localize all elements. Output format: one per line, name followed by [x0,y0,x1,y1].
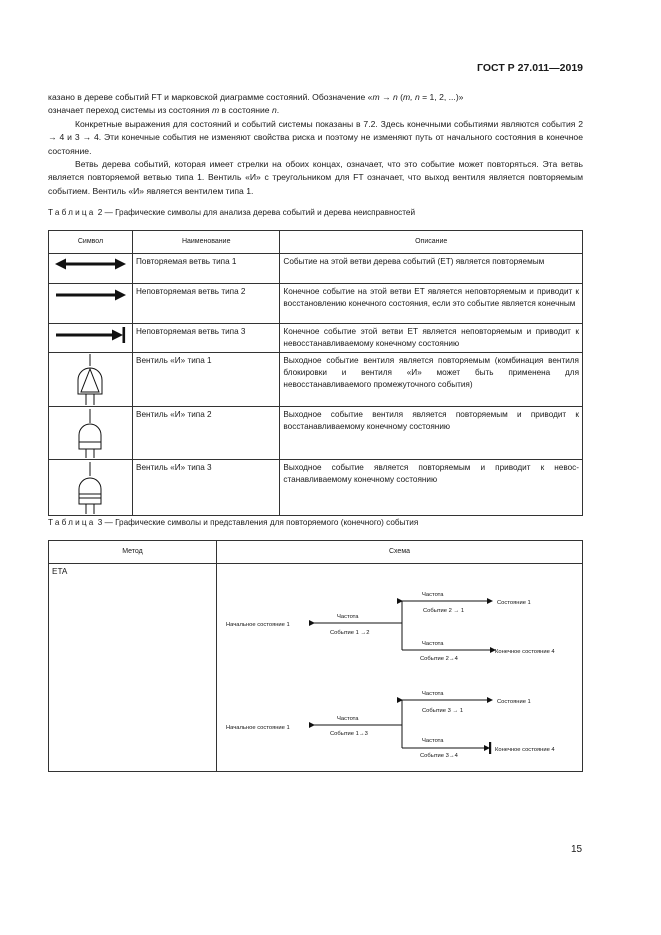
table2-description-cell: Выходное событие является повторяемым и приводит к невосстанавливаемому конечному состоянию [280,460,583,516]
table2-header-symbol: Символ [49,231,133,254]
table3-caption: Таблица 3 — Графические символы и представления для повторяемого (конечного) события [48,518,419,527]
table2-header-name: Наименование [133,231,280,254]
paragraph-2: Конкретные выражения для состояний и событий системы показаны в 7.2. Здесь конечными событиями являются события 2 → 4 и 3 → 4. Эти конечные события не изменяют свойства риска и поэтому не изменяют путь от начального состояния в конечное состояние. [48,119,583,156]
eta-diagram-1 [226,592,555,662]
table-row [49,407,583,460]
table-row [49,460,583,516]
table2-name-cell: Неповторяемая ветвь типа 2 [133,284,280,324]
right-arrow-icon [49,284,133,324]
event-label: Событие 1→3 [330,731,368,737]
table2-caption: Таблица 2 — Графические символы для анализа дерева событий и дерева неисправностей [48,208,416,217]
document-header: ГОСТ Р 27.011—2019 [477,62,583,74]
table-row [49,284,583,324]
table2-header-description: Описание [280,231,583,254]
table2-description-cell: Конечное событие этой ветви ET является неповторяемым и приводит к невосстанавливаемому конечному состоянию [280,324,583,353]
table2-name-cell: Неповторяемая ветвь типа 3 [133,324,280,353]
start-state-label: Начальное состояние 1 [226,622,290,628]
event-label: Событие 3→4 [420,753,458,759]
double-arrow-icon [49,254,133,284]
table3-header-method: Метод [49,541,217,564]
table-2 [48,230,583,516]
table2-name-cell: Повторяемая ветвь типа 1 [133,254,280,284]
table3-header-schema: Схема [217,541,583,564]
table2-name-cell: Вентиль «И» типа 3 [133,460,280,516]
event-label: Событие 2 → 1 [423,608,465,614]
table2-name-cell: Вентиль «И» типа 1 [133,353,280,407]
eta-diagram-2 [226,691,555,759]
page-number: 15 [571,844,583,855]
frequency-label: Частота [337,614,359,620]
frequency-label: Частота [422,691,444,697]
paragraph-1: казано в дереве событий FT и марковской диаграмме состояний. Обозначение «m → n (m, n = 1, 2, ...)» означает переход системы из состояния m в состояние n. [48,92,464,116]
table2-name-cell: Вентиль «И» типа 2 [133,407,280,460]
event-label: Событие 3 → 1 [422,708,464,714]
event-label: Событие 2→4 [420,656,458,662]
arrow-bar-icon [49,324,133,353]
frequency-label: Частота [422,738,444,744]
table2-description-cell: Выходное событие вентиля является повторяемым и приводит к восстанавливаемому конечному состоянию [280,407,583,460]
table2-description-cell: Выходное событие вентиля является повторяемым (комбинация вентиля блокировки и вентиля «И» может быть применена для невосстанавливаемого промежуточного события) [280,353,583,407]
paragraph-3: Ветвь дерева событий, которая имеет стрелки на обоих концах, означает, что это событие может повторяться. Эта ветвь является повторяемой ветвью типа 1. Вентиль «И» с треугольником для FT означает, что выход вентиля является повторяемым событием. Вентиль «И» является вентилем типа 1. [48,159,583,196]
and-gate-triangle-icon [49,353,133,407]
end-state-label: Состояние 1 [497,600,531,606]
event-label: Событие 1 →2 [330,630,370,636]
table3-method-cell: ETA [49,564,217,772]
frequency-label: Частота [422,592,444,598]
table-row [49,564,583,772]
table2-description-cell: Конечное событие на этой ветви ET является неповторяемым и приводит к восстановлению конечного состояния, если это событие является конечным [280,284,583,324]
and-gate-line-icon [49,407,133,460]
table-row [49,353,583,407]
end-state-label: Конечное состояние 4 [495,649,555,655]
eta-schema [217,564,583,772]
start-state-label: Начальное состояние 1 [226,725,290,731]
table2-description-cell: Событие на этой ветви дерева событий (ET) является повторяемым [280,254,583,284]
end-state-label: Состояние 1 [497,699,531,705]
frequency-label: Частота [422,641,444,647]
table-3 [48,540,583,772]
and-gate-double-line-icon [49,460,133,516]
table-row [49,254,583,284]
table-row [49,324,583,353]
frequency-label: Частота [337,716,359,722]
end-state-label: Конечное состояние 4 [495,747,555,753]
